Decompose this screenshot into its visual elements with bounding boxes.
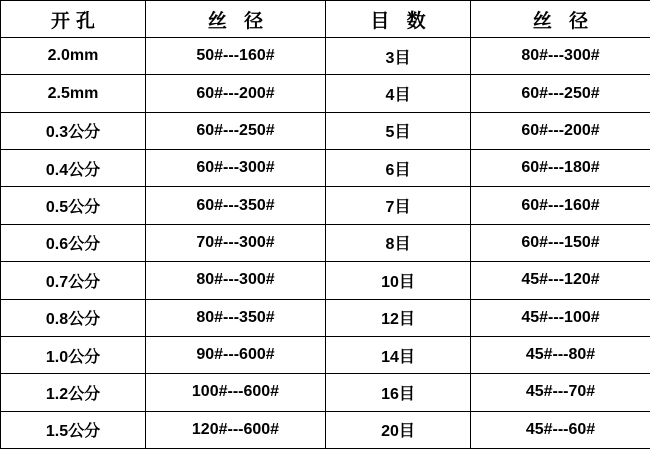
table-row [1, 374, 650, 411]
cell-hole: 0.7公分 [1, 262, 146, 299]
cell-mesh: 6目 [326, 150, 471, 187]
cell-wire-2: 60#---180# [471, 150, 650, 187]
cell-hole: 0.6公分 [1, 224, 146, 261]
cell-wire-2: 60#---200# [471, 112, 650, 149]
cell-wire-1: 60#---250# [146, 112, 326, 149]
cell-wire-1: 80#---300# [146, 262, 326, 299]
cell-wire-2: 45#---120# [471, 262, 650, 299]
cell-hole: 0.5公分 [1, 187, 146, 224]
table-row [1, 150, 650, 187]
table-row [1, 187, 650, 224]
cell-wire-1: 60#---300# [146, 150, 326, 187]
cell-wire-1: 70#---300# [146, 224, 326, 261]
table-row [1, 224, 650, 261]
column-header-hole: 开孔 [1, 1, 146, 38]
table-row [1, 112, 650, 149]
cell-wire-2: 45#---70# [471, 374, 650, 411]
cell-hole: 2.0mm [1, 38, 146, 75]
cell-mesh: 10目 [326, 262, 471, 299]
cell-wire-1: 80#---350# [146, 299, 326, 336]
cell-hole: 0.4公分 [1, 150, 146, 187]
cell-hole: 1.5公分 [1, 411, 146, 448]
cell-mesh: 16目 [326, 374, 471, 411]
cell-mesh: 3目 [326, 38, 471, 75]
table-row [1, 411, 650, 448]
table-row [1, 38, 650, 75]
cell-wire-1: 100#---600# [146, 374, 326, 411]
table-row [1, 262, 650, 299]
table-body [1, 38, 650, 449]
column-header-wire-diameter-1: 丝 径 [146, 1, 326, 38]
cell-wire-2: 60#---250# [471, 75, 650, 112]
table-row [1, 336, 650, 373]
table-header [1, 1, 650, 38]
cell-wire-1: 120#---600# [146, 411, 326, 448]
cell-hole: 1.0公分 [1, 336, 146, 373]
cell-mesh: 4目 [326, 75, 471, 112]
cell-mesh: 7目 [326, 187, 471, 224]
table-row [1, 75, 650, 112]
cell-mesh: 5目 [326, 112, 471, 149]
cell-hole: 1.2公分 [1, 374, 146, 411]
cell-wire-1: 50#---160# [146, 38, 326, 75]
cell-mesh: 20目 [326, 411, 471, 448]
cell-wire-2: 60#---160# [471, 187, 650, 224]
cell-wire-2: 60#---150# [471, 224, 650, 261]
cell-wire-1: 60#---200# [146, 75, 326, 112]
cell-wire-2: 45#---60# [471, 411, 650, 448]
cell-wire-2: 45#---80# [471, 336, 650, 373]
cell-mesh: 14目 [326, 336, 471, 373]
cell-mesh: 8目 [326, 224, 471, 261]
header-row [1, 1, 650, 38]
column-header-mesh-count: 目 数 [326, 1, 471, 38]
column-header-wire-diameter-2: 丝 径 [471, 1, 650, 38]
cell-wire-1: 60#---350# [146, 187, 326, 224]
cell-hole: 0.8公分 [1, 299, 146, 336]
cell-wire-2: 80#---300# [471, 38, 650, 75]
cell-mesh: 12目 [326, 299, 471, 336]
cell-wire-2: 45#---100# [471, 299, 650, 336]
cell-wire-1: 90#---600# [146, 336, 326, 373]
cell-hole: 0.3公分 [1, 112, 146, 149]
table-row [1, 299, 650, 336]
cell-hole: 2.5mm [1, 75, 146, 112]
